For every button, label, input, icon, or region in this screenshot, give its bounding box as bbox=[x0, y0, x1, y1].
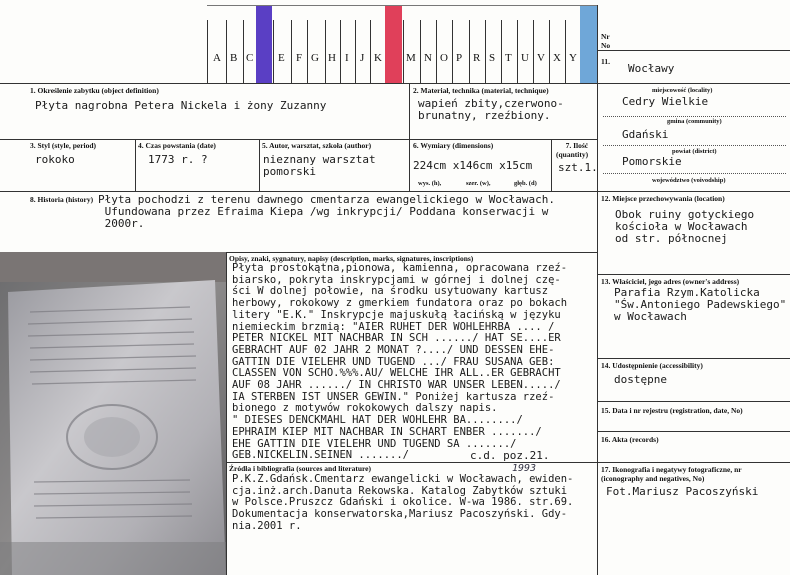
field-13-label: 13. Właściciel, jego adres (owner's address) bbox=[601, 277, 740, 286]
nr-label: Nr bbox=[601, 32, 610, 41]
field-6-height-label: wys. (h), bbox=[418, 180, 442, 187]
field-14-label: 14. Udostępnienie (accessibility) bbox=[601, 361, 703, 370]
field-4-label: 4. Czas powstania (date) bbox=[138, 141, 216, 150]
field-10-label: Źródła i bibliografia (sources and literature) bbox=[229, 464, 372, 473]
locality-label: miejscowość (locality) bbox=[652, 87, 713, 94]
letter-c: C bbox=[246, 52, 254, 64]
letter-p: P bbox=[456, 52, 463, 64]
letter-k: K bbox=[374, 52, 382, 64]
field-2-value: wapień zbity,czerwono- brunatny, rzeźbiony. bbox=[418, 97, 564, 122]
letter-g: G bbox=[311, 52, 319, 64]
voivodship-label: województwo (voivodship) bbox=[652, 177, 726, 184]
letter-s: S bbox=[489, 52, 496, 64]
color-strip-red bbox=[385, 5, 402, 83]
color-strip-blue bbox=[580, 5, 597, 83]
field-12-label: 12. Miejsce przechowywania (location) bbox=[601, 194, 725, 203]
color-strip-purple bbox=[256, 5, 272, 83]
field-10-handnote: 1993 bbox=[512, 463, 537, 474]
field-3-label: 3. Styl (style, period) bbox=[30, 141, 97, 150]
letter-j: J bbox=[360, 52, 365, 64]
letter-i: I bbox=[345, 52, 349, 64]
district-value: Pomorskie bbox=[622, 155, 682, 168]
field-5-label: 5. Autor, warsztat, szkoła (author) bbox=[262, 141, 372, 150]
field-13-value: Parafia Rzym.Katolicka "Św.Antoniego Padewskiego" w Wocławach bbox=[614, 286, 787, 323]
field-1-label: 1. Określenie zabytku (object definition) bbox=[30, 86, 159, 95]
letter-r: R bbox=[473, 52, 481, 64]
field-8-value: Płyta pochodzi z terenu dawnego cmentarza ewangelickiego w Wocławach. Ufundowana przez Efraima Kiepa /wg inkrypcji/ Poddana konserwacji w 2000r. bbox=[98, 193, 555, 230]
field-6-width-label: szer. (w), bbox=[466, 180, 491, 187]
letter-t: T bbox=[505, 52, 512, 64]
field-9-value: Płyta prostokątna,pionowa, kamienna, opracowana rzeź- biarsko, pokryta inskrypcjami w górnej i dolnej czę- ści W dolnej połowie, na środku usytuowany kartusz herbowy, rokokowy z gmerkiem fundatora oraz po bokach litery "E.K." Inskrypcje majuskułą łacińską w języku niemieckim brzmią: "AIER RUHET DER WOHLEHRBA .... / PETER NICKEL MIT NACHBAR IN SCH ....../ HAT SE....ER GEBRACHT AUF 02 JAHR 2 MONAT ?..../ UND DESSEN EHE- GATTIN DIE VIELEHR UND TUGEND .../ FRAU SUSANA GEB: CLASSEN VON SCHO.%%%.AU/ WELCHE IHR ALL..ER GEBRACHT AUF 08 JAHR ....../ IN CHRISTO WAR UNSER LEBEN...../ IA STERBEN IST UNSER GEWIN." Poniżej kartusza rzeź- bionego z motywów rokokowych dalszy napis. " DIESES DENCKMAHL HAT DER WOHLEHR BA......../ EPHRAIM KIEP MIT NACHBAR IN SCHART ENBER ......./ EHE GATTIN DIE VIELEHR UND TUGEND SA ......./ GEB.NICKELIN.SEINEN ......./ bbox=[232, 262, 568, 462]
letter-v: V bbox=[537, 52, 545, 64]
community-value: Gdański bbox=[622, 128, 669, 141]
field-17-value: Fot.Mariusz Pacoszyński bbox=[606, 485, 759, 498]
field-7-value: szt.1. bbox=[558, 161, 598, 174]
field-17-label: 17. Ikonografia i negatywy fotograficzne, nr (iconography and negatives, No) bbox=[601, 465, 742, 483]
letter-n: N bbox=[424, 52, 432, 64]
letter-e: E bbox=[278, 52, 285, 64]
letter-h: H bbox=[328, 52, 336, 64]
letter-a: A bbox=[213, 52, 221, 64]
field-12-value: Obok ruiny gotyckiego kościoła w Wocławach od str. północnej bbox=[615, 208, 755, 245]
field-3-value: rokoko bbox=[35, 153, 75, 166]
letter-b: B bbox=[230, 52, 238, 64]
community-label: gmina (community) bbox=[667, 118, 722, 125]
field-8-label: 8. Historia (history) bbox=[30, 195, 94, 204]
field-7-label: 7. Ilość (quantity) bbox=[556, 141, 589, 159]
field-14-value: dostępne bbox=[614, 373, 667, 386]
field-5-value: nieznany warsztat pomorski bbox=[263, 153, 376, 178]
locality-value-text: Cedry Wielkie bbox=[622, 95, 709, 108]
field-6-value: 224cm x146cm x15cm bbox=[413, 159, 533, 172]
field-4-value: 1773 r. ? bbox=[148, 153, 208, 166]
field-9-reference: c.d. poz.21. bbox=[470, 449, 550, 462]
field-11-value: Wocławy bbox=[628, 62, 675, 75]
field-10-value: P.K.Z.Gdańsk.Cmentarz ewangelicki w Wocławach, ewiden- cja.inż.arch.Danuta Rekowska. Katalog Zabytków sztuki w Polsce.Pruszcz Gdański i okolice. W-wa 1986. str.69. Dokumentacja konserwatorska,Mariusz Pacoszyński. Gdy- nia.2001 r. bbox=[232, 473, 574, 532]
letter-u: U bbox=[521, 52, 529, 64]
letter-y: Y bbox=[569, 52, 577, 64]
letter-o: O bbox=[440, 52, 448, 64]
field-11-label: 11. bbox=[601, 57, 610, 66]
field-9-label: Opisy, znaki, sygnatury, napisy (description, marks, signatures, inscriptions) bbox=[229, 254, 474, 263]
tombstone-photo bbox=[0, 252, 226, 575]
letter-m: M bbox=[406, 52, 416, 64]
field-2-label: 2. Materiał, technika (material, technique) bbox=[413, 86, 549, 95]
letter-x: X bbox=[553, 52, 561, 64]
no-label: No bbox=[601, 41, 611, 50]
field-16-label: 16. Akta (records) bbox=[601, 435, 659, 444]
field-1-value: Płyta nagrobna Petera Nickela i żony Zuzanny bbox=[35, 99, 327, 112]
field-6-depth-label: głęb. (d) bbox=[514, 180, 537, 187]
field-15-label: 15. Data i nr rejestru (registration, date, No) bbox=[601, 406, 743, 415]
letter-f: F bbox=[296, 52, 303, 64]
district-label: powiat (district) bbox=[672, 148, 717, 155]
field-6-label: 6. Wymiary (dimensions) bbox=[413, 141, 494, 150]
